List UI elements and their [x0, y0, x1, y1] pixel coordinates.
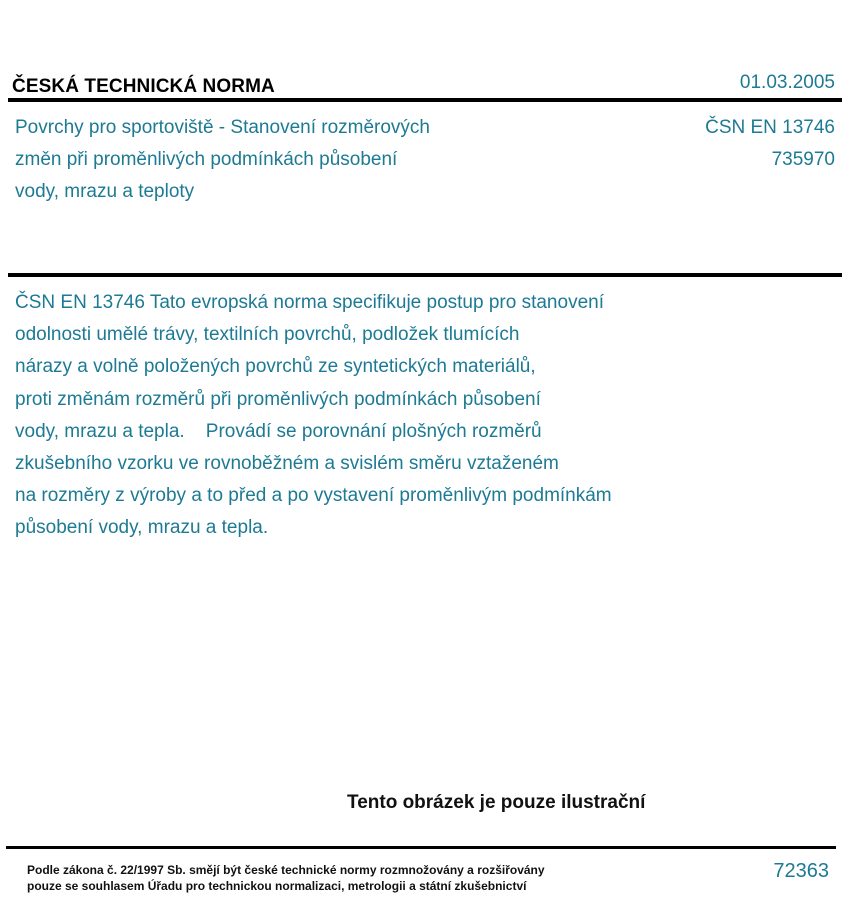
standard-title-line: Povrchy pro sportoviště - Stanovení rozměrových	[15, 117, 431, 138]
abstract-line: zkušebního vzorku ve rovnoběžném a svislém směru vztaženém	[15, 453, 559, 475]
copyright-line: pouze se souhlasem Úřadu pro technickou normalizaci, metrologii a státní zkušebnictví	[27, 879, 527, 893]
standard-title-line: změn při proměnlivých podmínkách působení	[15, 149, 398, 170]
document-number: 72363	[773, 860, 829, 882]
footer-divider	[6, 846, 836, 849]
standard-title-line: vody, mrazu a teploty	[15, 181, 195, 202]
standard-title	[15, 112, 430, 208]
header-divider	[8, 98, 842, 102]
abstract-line: ČSN EN 13746 Tato evropská norma specifikuje postup pro stanovení	[15, 292, 604, 313]
abstract	[15, 287, 612, 545]
abstract-line: působení vody, mrazu a tepla.	[15, 517, 269, 539]
classification-number: 735970	[771, 149, 835, 170]
abstract-line: proti změnám rozměrů při proměnlivých podmínkách působení	[15, 388, 541, 410]
copyright-line: Podle zákona č. 22/1997 Sb. smějí být české technické normy rozmnožovány a rozšiřovány	[27, 863, 545, 877]
copyright-notice	[27, 862, 545, 894]
section-divider	[8, 273, 842, 277]
standard-code: ČSN EN 13746	[705, 117, 835, 138]
document-header-title: ČESKÁ TECHNICKÁ NORMA	[12, 76, 275, 97]
abstract-line: vody, mrazu a tepla. Provádí se porovnání plošných rozměrů	[15, 420, 542, 442]
abstract-line: nárazy a volně položených povrchů ze syntetických materiálů,	[15, 356, 536, 378]
abstract-line: na rozměry z výroby a to před a po vystavení proměnlivým podmínkám	[15, 485, 612, 507]
standard-identifiers	[705, 112, 835, 176]
publication-date: 01.03.2005	[739, 72, 835, 93]
abstract-line: odolnosti umělé trávy, textilních povrchů, podložek tlumících	[15, 324, 520, 346]
illustration-notice: Tento obrázek je pouze ilustrační	[347, 792, 646, 813]
